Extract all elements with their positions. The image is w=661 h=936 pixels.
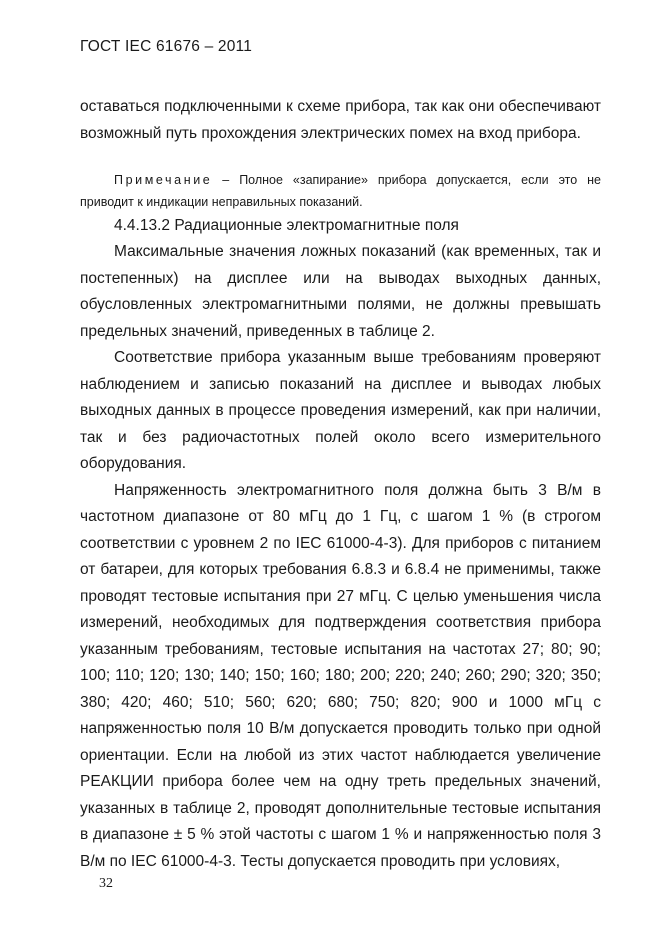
paragraph-field-strength: Напряженность электромагнитного поля должна быть 3 В/м в частотном диапазоне от 80 мГц до 1 Гц, с шагом 1 % (в строгом соответствии с уровнем 2 по IEC 61000-4-3). Для приборов с питанием от батареи, для которых требования 6.8.3 и 6.8.4 не применимы, также проводят тестовые испытания при 27 мГц. С целью уменьшения числа измерений, необходимых для подтверждения соответствия прибора указанным требованиям, тестовые испытания на частотах 27; 80; 90; 100; 110; 120; 130; 140; 150; 160; 180; 200; 220; 240; 260; 290; 320; 350; 380; 420; 460; 510; 560; 620; 680; 750; 820; 900 и 1000 мГц с напряженностью поля 10 В/м допускается проводить только при одной ориентации. Если на любой из этих частот наблюдается увеличение РЕАКЦИИ прибора более чем на одну треть предельных значений, указанных в таблице 2, проводят дополнительные тестовые испытания в диапазоне ± 5 % этой частоты с шагом 1 % и напряженностью поля 3 В/м по IEC 61000-4-3. Тесты допускается проводить при условиях, <box>80 481 601 870</box>
note <box>80 169 601 213</box>
section-heading: 4.4.13.2 Радиационные электромагнитные поля <box>114 217 459 234</box>
note-dash: – <box>212 173 240 187</box>
paragraph-compliance: Соответствие прибора указанным выше требованиям проверяют наблюдением и записью показаний на дисплее и выводах любых выходных данных в процессе проведения измерений, как при наличии, так и без радиочастотных полей около всего измерительного оборудования. <box>80 349 601 472</box>
note-text: Полное «запирание» прибора допускается, если это не приводит к индикации неправильных показаний. <box>80 173 601 209</box>
paragraph-max-values: Максимальные значения ложных показаний (как временных, так и постепенных) на дисплее или на выводах выходных данных, обусловленных электромагнитными полями, не должны превышать предельных значений, приведенных в таблице 2. <box>80 243 601 340</box>
continuation-paragraph: оставаться подключенными к схеме прибора, так как они обеспечивают возможный путь прохождения электрических помех на вход прибора. <box>80 98 601 142</box>
body-text <box>80 94 601 875</box>
note-label: Примечание <box>114 173 213 187</box>
document-header: ГОСТ IEC 61676 – 2011 <box>80 38 253 55</box>
page-number: 32 <box>99 876 113 891</box>
